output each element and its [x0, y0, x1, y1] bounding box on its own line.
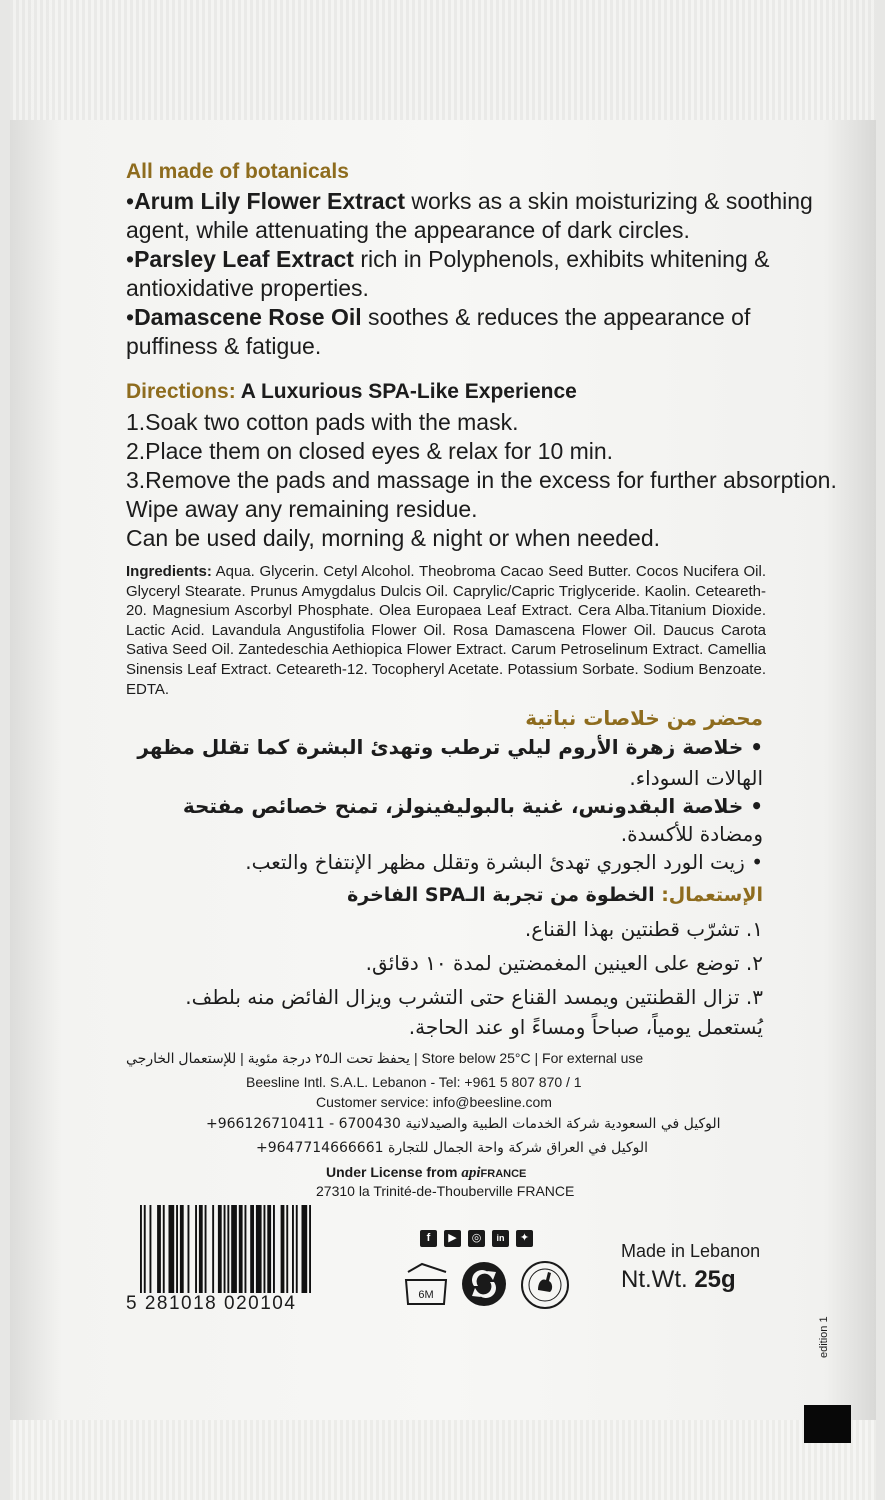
barcode-bar	[250, 1205, 254, 1293]
barcode-bar	[281, 1205, 285, 1293]
agent-iraq: +9647714666661 الوكيل في العراق شركة واحة الجمال للتجارة	[256, 1140, 648, 1156]
ingredients-label: Ingredients:	[126, 563, 212, 580]
botanical-item-1	[126, 186, 813, 216]
arabic-line-1: • خلاصة زهرة الأروم ليلي ترطب وتهدئ البشرة كما تقلل مظهر	[137, 735, 763, 759]
arabic-directions-label: الإستعمال:	[661, 884, 763, 906]
arabic-step-4: يُستعمل يومياً، صباحاً ومساءً او عند الحاجة.	[408, 1015, 763, 1039]
barcode-bar	[163, 1205, 165, 1293]
barcode-bar	[296, 1205, 298, 1293]
license-prefix: Under License from	[326, 1164, 462, 1180]
bullet: •	[126, 304, 135, 330]
net-weight	[621, 1266, 736, 1294]
botanical-item-3	[126, 302, 750, 332]
barcode-bar	[140, 1205, 142, 1293]
arabic-line-3: • خلاصة البقدونس، غنية بالبوليفينولز، تمنح خصائص مفتحة	[182, 794, 763, 818]
botanical-name: Damascene Rose Oil	[134, 304, 362, 330]
youtube-icon: ▶	[444, 1230, 461, 1247]
arabic-step-1: ١. تشرّب قطنتين بهذا القناع.	[524, 917, 763, 941]
directions-heading	[126, 380, 577, 404]
company-address: Beesline Intl. S.A.L. Lebanon - Tel: +961 5 807 870 / 1	[246, 1074, 582, 1090]
barcode-bar	[157, 1205, 161, 1293]
barcode-bars	[140, 1205, 374, 1293]
barcode-bar	[286, 1205, 288, 1293]
api-logo: api	[461, 1165, 481, 1181]
customer-service: Customer service: info@beesline.com	[316, 1094, 552, 1110]
barcode-bar	[245, 1205, 247, 1293]
barcode-bar	[227, 1205, 229, 1293]
arabic-heading: محضر من خلاصات نباتية	[525, 706, 763, 730]
bullet: •	[126, 246, 135, 272]
license-line	[326, 1164, 526, 1182]
arabic-line-2: الهالات السوداء.	[629, 766, 763, 790]
edition-label: edition 1	[818, 1316, 830, 1358]
bullet: •	[126, 188, 135, 214]
arabic-line-5: • زيت الورد الجوري تهدئ البشرة وتقلل مظهر الإنتفاخ والتعب.	[245, 850, 763, 874]
barcode-bar	[267, 1205, 271, 1293]
barcode-bar	[188, 1205, 190, 1293]
direction-step-1: 1.Soak two cotton pads with the mask.	[126, 409, 519, 435]
barcode-bar	[212, 1205, 214, 1293]
botanical-text: soothes & reduces the appearance of	[361, 304, 751, 330]
barcode-bar	[256, 1205, 262, 1293]
botanical-text: works as a skin moisturizing & soothing	[405, 188, 813, 214]
botanical-item-1-cont: agent, while attenuating the appearance of dark circles.	[126, 217, 690, 243]
net-weight-label: Nt.Wt.	[621, 1266, 688, 1293]
directions-title: A Luxurious SPA-Like Experience	[235, 380, 577, 403]
barcode-bar	[144, 1205, 146, 1293]
barcode-bar	[169, 1205, 175, 1293]
direction-note-1: Wipe away any remaining residue.	[126, 496, 478, 522]
net-weight-value: 25g	[694, 1266, 736, 1293]
print-mark	[804, 1405, 851, 1443]
facebook-icon: f	[420, 1230, 437, 1247]
top-seal	[10, 0, 876, 120]
instagram-icon: ◎	[468, 1230, 485, 1247]
barcode-bar	[218, 1205, 222, 1293]
bottom-seal	[10, 1420, 876, 1500]
agent-saudi: +966126710411 - 6700430 الوكيل في السعودية شركة الخدمات الطبية والصيدلانية	[206, 1116, 721, 1132]
direction-step-3: 3.Remove the pads and massage in the excess for further absorption.	[126, 467, 837, 493]
ingredients-block	[126, 562, 766, 699]
recycle-icon	[460, 1260, 508, 1308]
botanicals-heading: All made of botanicals	[126, 160, 349, 183]
botanical-text: rich in Polyphenols, exhibits whitening &	[353, 246, 770, 272]
barcode-bar	[273, 1205, 275, 1293]
linkedin-icon: in	[492, 1230, 509, 1247]
ingredients-list: Aqua. Glycerin. Cetyl Alcohol. Theobroma Cacao Seed Butter. Cocos Nucifera Oil. Glyceryl Stearate. Prunus Amygdalus Dulcis Oil. Caprylic/Capric Triglyceride. Kaolin. Ceteareth-20. Magnesium Ascorbyl Phosphate. Olea Europaea Leaf Extract. Cera Alba.Titanium Dioxide. Lactic Acid. Lavandula Angustifolia Flower Oil. Rosa Damascena Flower Oil. Daucus Carota Sativa Seed Oil. Zantedeschia Aethiopica Flower Extract. Carum Petroselinum Extract. Camellia Sinensis Leaf Extract. Ceteareth-12. Tocopheryl Acetate. Potassium Sorbate. Sodium Benzoate. EDTA.	[126, 563, 766, 698]
made-in: Made in Lebanon	[621, 1241, 761, 1261]
botanical-item-3-cont: puffiness & fatigue.	[126, 333, 322, 359]
barcode-bar	[199, 1205, 203, 1293]
barcode-bar	[176, 1205, 178, 1293]
barcode-bar	[195, 1205, 197, 1293]
license-country: FRANCE	[480, 1168, 527, 1180]
direction-step-2: 2.Place them on closed eyes & relax for 10 min.	[126, 438, 614, 464]
cruelty-free-icon	[520, 1260, 570, 1310]
botanical-item-2-cont: antioxidative properties.	[126, 275, 369, 301]
barcode-bar	[239, 1205, 243, 1293]
arabic-directions-title: الخطوة من تجربة الـSPA الفاخرة	[347, 884, 662, 906]
barcode-bar	[180, 1205, 184, 1293]
open-jar-icon	[400, 1262, 452, 1308]
barcode-bar	[302, 1205, 308, 1293]
barcode-bar	[264, 1205, 266, 1293]
twitter-icon: ✦	[516, 1230, 533, 1247]
barcode-bar	[150, 1205, 152, 1293]
botanical-name: Parsley Leaf Extract	[134, 246, 354, 272]
arabic-step-2: ٢. توضع على العينين المغمضتين لمدة ١٠ دقائق.	[365, 951, 763, 975]
license-address: 27310 la Trinité-de-Thouberville FRANCE	[316, 1183, 575, 1199]
directions-label: Directions:	[126, 380, 236, 403]
barcode-digits: 5 281018 020104	[126, 1293, 297, 1314]
pao-label: 6M	[418, 1289, 434, 1301]
barcode-bar	[231, 1205, 237, 1293]
barcode-bar	[224, 1205, 226, 1293]
storage-info: يحفظ تحت الـ٢٥ درجة مئوية | للإستعمال الخارجي | Store below 25°C | For external use	[126, 1050, 644, 1066]
direction-note-2: Can be used daily, morning & night or when needed.	[126, 525, 661, 551]
botanical-item-2	[126, 244, 769, 274]
barcode-bar	[292, 1205, 294, 1293]
barcode-bar	[309, 1205, 311, 1293]
botanical-name: Arum Lily Flower Extract	[134, 188, 406, 214]
arabic-line-4: ومضادة للأكسدة.	[620, 822, 763, 846]
barcode	[126, 1205, 384, 1312]
arabic-step-3: ٣. تزال القطنتين ويمسد القناع حتى التشرب ويزال الفائض منه بلطف.	[185, 985, 763, 1009]
arabic-directions-heading	[347, 884, 763, 906]
barcode-bar	[205, 1205, 207, 1293]
